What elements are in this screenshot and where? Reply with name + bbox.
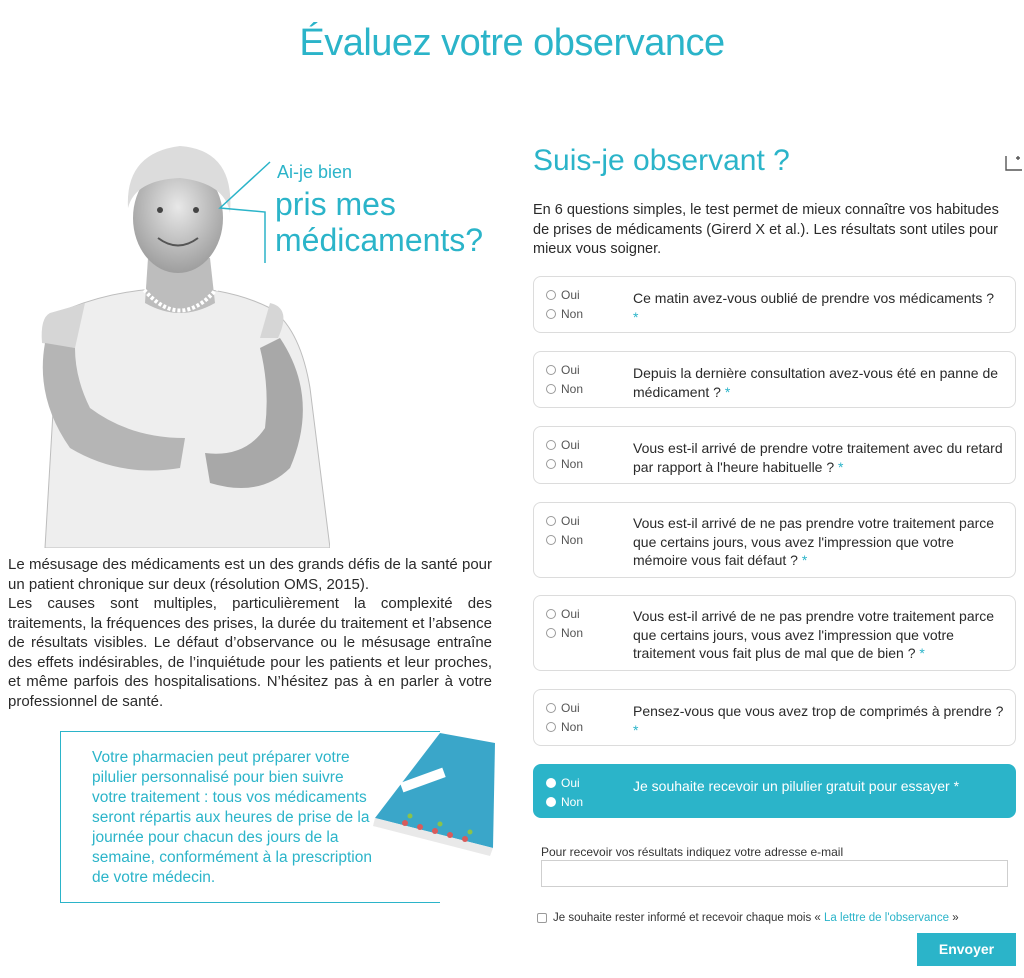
question-3-options bbox=[546, 435, 583, 473]
intro-paragraph-2: Les causes sont multiples, particulièrement la complexité des traitements, la fréquences des prises, la durée du traitement et l’absence de résultats visibles. Le défaut d’observance ou le mésusage entraîne des effets indésirables, de l’inquiétude pour les patients et leur proches, et même parfois des hospitalisations. N’hésitez pas à en parler à votre professionnel de santé. bbox=[8, 595, 492, 710]
radio-button[interactable] bbox=[546, 459, 556, 469]
question-card-5 bbox=[533, 595, 1016, 671]
question-4-text bbox=[633, 514, 1008, 570]
form-intro: En 6 questions simples, le test permet de mieux connaître vos habitudes de prises de médicaments (Girerd X et al.). Les résultats sont utiles pour mieux vous soigner. bbox=[533, 202, 999, 257]
required-mark: * bbox=[838, 458, 844, 475]
question-card-4 bbox=[533, 502, 1016, 578]
question-6-options bbox=[546, 698, 583, 736]
question-label: Vous est-il arrivé de ne pas prendre votre traitement parce que certains jours, vous avez l'impression que votre mémoire vous fait défaut ? bbox=[633, 515, 995, 568]
question-card-6 bbox=[533, 689, 1016, 746]
required-mark: * bbox=[724, 383, 731, 400]
question-1-no[interactable] bbox=[546, 304, 583, 323]
pillbox-options bbox=[546, 773, 583, 811]
radio-label: Non bbox=[561, 306, 584, 321]
pillbox-yes[interactable] bbox=[546, 773, 583, 792]
radio-button[interactable] bbox=[546, 797, 556, 807]
radio-label: Oui bbox=[561, 775, 580, 790]
required-mark: * bbox=[633, 721, 639, 738]
bubble-question-line2: médicaments? bbox=[275, 222, 484, 258]
pillbox-illustration bbox=[365, 728, 505, 858]
intro-paragraph-1: Le mésusage des médicaments est un des grands défis de la santé pour un patient chronique sur deux (résolution OMS, 2015). bbox=[8, 556, 492, 593]
intro-text bbox=[8, 555, 492, 711]
radio-label: Oui bbox=[561, 362, 580, 377]
email-label: Pour recevoir vos résultats indiquez votre adresse e-mail bbox=[541, 845, 844, 859]
bubble-question-small: Ai-je bien bbox=[277, 162, 353, 182]
radio-label: Oui bbox=[561, 700, 580, 715]
radio-button[interactable] bbox=[546, 703, 556, 713]
radio-button[interactable] bbox=[546, 384, 556, 394]
question-5-options bbox=[546, 604, 583, 642]
question-label: Pensez-vous que vous avez trop de comprimés à prendre ? bbox=[633, 703, 1004, 719]
radio-button[interactable] bbox=[546, 309, 556, 319]
submit-button[interactable]: Envoyer bbox=[917, 933, 1016, 966]
radio-button[interactable] bbox=[546, 440, 556, 450]
question-3-text bbox=[633, 439, 1008, 476]
question-label: Je souhaite recevoir un pilulier gratuit pour essayer bbox=[633, 778, 950, 794]
pillbox-no[interactable] bbox=[546, 792, 583, 811]
radio-label: Non bbox=[561, 381, 584, 396]
radio-label: Non bbox=[561, 456, 584, 471]
question-4-options bbox=[546, 511, 583, 549]
question-6-yes[interactable] bbox=[546, 698, 583, 717]
radio-button[interactable] bbox=[546, 290, 556, 300]
newsletter-text-end: » bbox=[952, 912, 959, 924]
radio-label: Non bbox=[561, 719, 584, 734]
question-card-2 bbox=[533, 351, 1016, 408]
bubble-question-line1: pris mes bbox=[275, 186, 396, 222]
radio-button[interactable] bbox=[546, 628, 556, 638]
radio-label: Non bbox=[561, 532, 584, 547]
question-label: Ce matin avez-vous oublié de prendre vos médicaments ? bbox=[633, 290, 995, 306]
question-4-no[interactable] bbox=[546, 530, 583, 549]
question-card-3 bbox=[533, 426, 1016, 484]
radio-label: Oui bbox=[561, 437, 580, 452]
newsletter-option[interactable] bbox=[537, 912, 959, 924]
question-1-yes[interactable] bbox=[546, 285, 583, 304]
question-3-no[interactable] bbox=[546, 454, 583, 473]
radio-button[interactable] bbox=[546, 778, 556, 788]
question-1-text bbox=[633, 289, 1008, 326]
question-5-no[interactable] bbox=[546, 623, 583, 642]
email-input[interactable] bbox=[541, 860, 1008, 887]
expand-icon[interactable] bbox=[1004, 152, 1024, 172]
question-6-text bbox=[633, 702, 1008, 739]
question-2-yes[interactable] bbox=[546, 360, 583, 379]
radio-button[interactable] bbox=[546, 535, 556, 545]
bubble-question-big bbox=[275, 186, 483, 258]
radio-button[interactable] bbox=[546, 722, 556, 732]
radio-label: Oui bbox=[561, 513, 580, 528]
question-6-no[interactable] bbox=[546, 717, 583, 736]
required-mark: * bbox=[801, 552, 808, 568]
radio-label: Oui bbox=[561, 606, 580, 621]
question-3-yes[interactable] bbox=[546, 435, 583, 454]
radio-label: Oui bbox=[561, 287, 580, 302]
radio-button[interactable] bbox=[546, 516, 556, 526]
required-mark: * bbox=[919, 645, 925, 661]
pillbox-question-card bbox=[533, 764, 1016, 818]
required-mark: * bbox=[633, 308, 639, 325]
radio-label: Non bbox=[561, 625, 584, 640]
pillbox-question-text bbox=[633, 777, 1008, 796]
newsletter-text: Je souhaite rester informé et recevoir chaque mois « bbox=[553, 912, 821, 924]
question-label: Vous est-il arrivé de prendre votre traitement avec du retard par rapport à l'heure habituelle ? bbox=[633, 440, 1003, 475]
question-1-options bbox=[546, 285, 583, 323]
radio-button[interactable] bbox=[546, 365, 556, 375]
question-2-text bbox=[633, 364, 1008, 401]
question-card-1 bbox=[533, 276, 1016, 333]
question-label: Depuis la dernière consultation avez-vous été en panne de médicament ? bbox=[633, 365, 999, 400]
question-2-no[interactable] bbox=[546, 379, 583, 398]
page-title: Évaluez votre observance bbox=[299, 22, 725, 64]
required-mark: * bbox=[953, 778, 960, 794]
question-4-yes[interactable] bbox=[546, 511, 583, 530]
form-title: Suis-je observant ? bbox=[533, 144, 790, 177]
radio-label: Non bbox=[561, 794, 584, 809]
question-5-text bbox=[633, 607, 1008, 663]
question-label: Vous est-il arrivé de ne pas prendre votre traitement parce que certains jours, vous avez l'impression que votre traitement vous fait plus de mal que de bien ? bbox=[633, 608, 995, 661]
question-2-options bbox=[546, 360, 583, 398]
newsletter-link[interactable]: La lettre de l'observance bbox=[824, 912, 949, 924]
radio-button[interactable] bbox=[546, 609, 556, 619]
promo-text: Votre pharmacien peut préparer votre pilulier personnalisé pour bien suivre votre traitement : tous vos médicaments seront répartis aux heures de prise de la journée pour chacun des jours de la semaine, conformément à la prescription de votre médecin. bbox=[92, 749, 372, 886]
newsletter-checkbox[interactable] bbox=[537, 913, 547, 923]
question-5-yes[interactable] bbox=[546, 604, 583, 623]
